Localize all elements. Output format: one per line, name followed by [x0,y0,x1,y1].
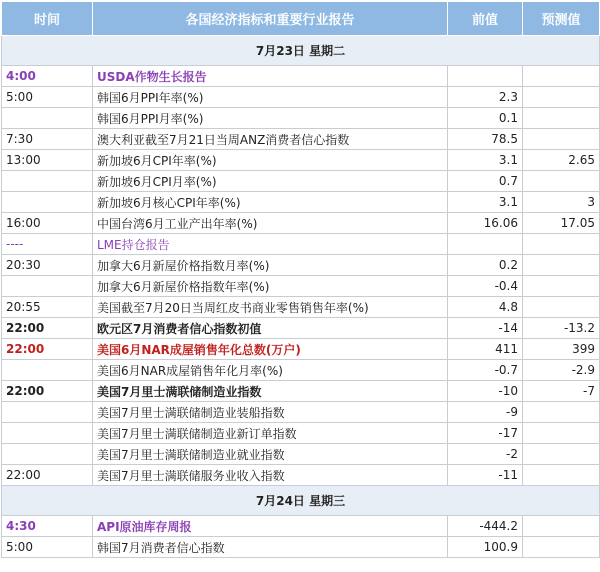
row-name: 美国7月里士满联储制造业就业指数 [93,444,448,465]
row-name: 美国7月里士满联储制造业新订单指数 [93,423,448,444]
header-row [2,2,600,36]
table-row [2,150,600,171]
table-row [2,444,600,465]
row-name: 澳大利亚截至7月21日当周ANZ消费者信心指数 [93,129,448,150]
row-name[interactable]: API原油库存周报 [93,516,448,537]
row-prev: 411 [448,339,523,360]
table-row [2,276,600,297]
row-prev: 4.8 [448,297,523,318]
row-time: 5:00 [2,87,93,108]
row-time: 16:00 [2,213,93,234]
row-time: 4:00 [2,66,93,87]
row-forecast [523,537,600,558]
row-time: 22:00 [2,318,93,339]
table-row [2,423,600,444]
row-forecast: -7 [523,381,600,402]
row-prev: -2 [448,444,523,465]
row-time [2,444,93,465]
table-row [2,465,600,486]
row-name: 美国7月里士满联储制造业装船指数 [93,402,448,423]
table-row [2,213,600,234]
row-time [2,171,93,192]
table-row [2,192,600,213]
row-time [2,360,93,381]
row-name: 韩国7月消费者信心指数 [93,537,448,558]
row-name: 韩国6月PPI月率(%) [93,108,448,129]
row-prev: -0.4 [448,276,523,297]
row-forecast [523,516,600,537]
row-name: 美国7月里士满联储服务业收入指数 [93,465,448,486]
row-name: 新加坡6月核心CPI年率(%) [93,192,448,213]
row-prev: 100.9 [448,537,523,558]
table-row [2,87,600,108]
row-prev: -11 [448,465,523,486]
row-time [2,192,93,213]
table-row [2,537,600,558]
row-forecast: -13.2 [523,318,600,339]
row-forecast [523,108,600,129]
row-name: 加拿大6月新屋价格指数月率(%) [93,255,448,276]
row-time [2,108,93,129]
row-prev: 3.1 [448,192,523,213]
row-forecast [523,171,600,192]
row-forecast: 399 [523,339,600,360]
row-forecast: 3 [523,192,600,213]
header-name: 各国经济指标和重要行业报告 [93,2,448,36]
row-prev: 78.5 [448,129,523,150]
row-prev [448,234,523,255]
table-row [2,297,600,318]
row-time: 22:00 [2,381,93,402]
date-label: 7月23日 星期二 [2,36,600,66]
row-forecast [523,444,600,465]
row-forecast [523,87,600,108]
row-name: 美国7月里士满联储制造业指数 [93,381,448,402]
row-prev: -444.2 [448,516,523,537]
row-time: 13:00 [2,150,93,171]
row-prev: -14 [448,318,523,339]
row-forecast [523,402,600,423]
row-forecast [523,255,600,276]
row-prev: -9 [448,402,523,423]
table-row [2,66,600,87]
row-name: 美国截至7月20日当周红皮书商业零售销售年率(%) [93,297,448,318]
row-forecast [523,465,600,486]
row-prev: 0.7 [448,171,523,192]
row-time: 5:00 [2,537,93,558]
row-time: 7:30 [2,129,93,150]
row-prev: -10 [448,381,523,402]
header-prev: 前值 [448,2,523,36]
table-row [2,318,600,339]
header-forecast: 预测值 [523,2,600,36]
date-row [2,486,600,516]
row-time: ---- [2,234,93,255]
table-row [2,381,600,402]
row-time [2,402,93,423]
row-prev: -0.7 [448,360,523,381]
row-prev [448,66,523,87]
row-time: 20:55 [2,297,93,318]
table-row [2,360,600,381]
row-time: 22:00 [2,339,93,360]
date-row [2,36,600,66]
row-name: 中国台湾6月工业产出年率(%) [93,213,448,234]
row-forecast [523,276,600,297]
row-time: 4:30 [2,516,93,537]
economic-calendar-table [1,1,600,558]
row-name: 新加坡6月CPI年率(%) [93,150,448,171]
row-prev: 16.06 [448,213,523,234]
table-row [2,339,600,360]
table-row [2,234,600,255]
row-prev: 0.1 [448,108,523,129]
row-name: 欧元区7月消费者信心指数初值 [93,318,448,339]
row-time [2,276,93,297]
table-row [2,108,600,129]
row-forecast: 2.65 [523,150,600,171]
table-row [2,255,600,276]
row-name: 美国6月NAR成屋销售年化月率(%) [93,360,448,381]
row-forecast [523,66,600,87]
row-prev: -17 [448,423,523,444]
table-row [2,402,600,423]
row-name: 新加坡6月CPI月率(%) [93,171,448,192]
row-name: 美国6月NAR成屋销售年化总数(万户) [93,339,448,360]
row-forecast: -2.9 [523,360,600,381]
header-time: 时间 [2,2,93,36]
row-forecast [523,423,600,444]
row-prev: 0.2 [448,255,523,276]
row-prev: 2.3 [448,87,523,108]
row-prev: 3.1 [448,150,523,171]
row-name[interactable]: LME持仓报告 [93,234,448,255]
row-forecast [523,234,600,255]
table-row [2,516,600,537]
row-time: 20:30 [2,255,93,276]
table-row [2,129,600,150]
row-name[interactable]: USDA作物生长报告 [93,66,448,87]
row-name: 韩国6月PPI年率(%) [93,87,448,108]
row-name: 加拿大6月新屋价格指数年率(%) [93,276,448,297]
table-row [2,171,600,192]
row-forecast: 17.05 [523,213,600,234]
row-forecast [523,297,600,318]
row-time: 22:00 [2,465,93,486]
row-forecast [523,129,600,150]
date-label: 7月24日 星期三 [2,486,600,516]
row-time [2,423,93,444]
